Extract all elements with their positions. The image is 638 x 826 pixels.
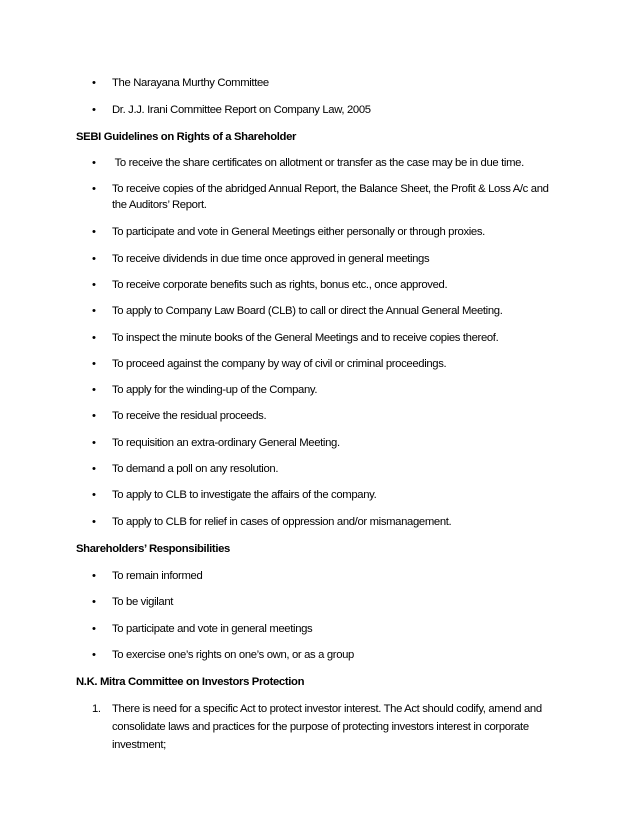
list-item (0, 408, 638, 424)
list-item (0, 75, 638, 91)
bullet-icon: • (92, 183, 96, 195)
bullet-icon: • (92, 596, 96, 608)
bullet-icon: • (92, 437, 96, 449)
list-item-text: Dr. J.J. Irani Committee Report on Company Law, 2005 (112, 104, 371, 116)
list-item (0, 435, 638, 451)
list-item-text: There is need for a specific Act to protect investor interest. The Act should codify, amend and consolidate laws and practices for the purpose of protecting investors interest in corporate investment; (112, 703, 542, 751)
list-item-text: The Narayana Murthy Committee (112, 77, 269, 89)
list-item (0, 356, 638, 372)
bullet-icon: • (92, 77, 96, 89)
bullet-icon: • (92, 649, 96, 661)
bullet-icon: • (92, 384, 96, 396)
list-item (0, 303, 638, 319)
list-item (0, 224, 638, 240)
list-item (0, 621, 638, 637)
section-heading-responsibilities: Shareholders’ Responsibilities (76, 543, 230, 555)
list-item (0, 382, 638, 398)
list-item (0, 102, 638, 118)
bullet-icon: • (92, 516, 96, 528)
bullet-icon: • (92, 305, 96, 317)
bullet-icon: • (92, 332, 96, 344)
bullet-icon: • (92, 623, 96, 635)
list-item-text: To receive the residual proceeds. (112, 410, 267, 422)
list-item-text: To receive corporate benefits such as rights, bonus etc., once approved. (112, 279, 448, 291)
list-item-text: To proceed against the company by way of civil or criminal proceedings. (112, 358, 447, 370)
bullet-icon: • (92, 279, 96, 291)
bullet-icon: • (92, 410, 96, 422)
list-item-text: To remain informed (112, 570, 203, 582)
list-item (0, 700, 638, 754)
list-item-text: To apply for the winding-up of the Company. (112, 384, 318, 396)
section-heading-mitra-committee: N.K. Mitra Committee on Investors Protection (76, 676, 305, 688)
bullet-icon: • (92, 570, 96, 582)
list-item (0, 251, 638, 267)
list-item-text: To apply to CLB to investigate the affairs of the company. (112, 489, 377, 501)
bullet-icon: • (92, 489, 96, 501)
list-number: 1. (92, 703, 101, 715)
list-item (0, 568, 638, 584)
list-item-text: To be vigilant (112, 596, 174, 608)
list-item-text: To requisition an extra-ordinary General Meeting. (112, 437, 340, 449)
list-item-text: To participate and vote in General Meetings either personally or through proxies. (112, 226, 485, 238)
list-item-text: To receive dividends in due time once approved in general meetings (112, 253, 430, 265)
list-item (0, 330, 638, 346)
list-item-text: To receive copies of the abridged Annual Report, the Balance Sheet, the Profit & Loss A/c and the Auditors’ Report. (112, 183, 549, 211)
list-item (0, 647, 638, 663)
list-item (0, 461, 638, 477)
bullet-icon: • (92, 226, 96, 238)
bullet-icon: • (92, 463, 96, 475)
list-item (0, 487, 638, 503)
list-item-text: To exercise one’s rights on one’s own, or as a group (112, 649, 354, 661)
bullet-icon: • (92, 253, 96, 265)
bullet-icon: • (92, 358, 96, 370)
list-item-text: To inspect the minute books of the General Meetings and to receive copies thereof. (112, 332, 499, 344)
list-item-text: To apply to CLB for relief in cases of oppression and/or mismanagement. (112, 516, 452, 528)
list-item (0, 277, 638, 293)
list-item (0, 514, 638, 530)
list-item-text: To apply to Company Law Board (CLB) to call or direct the Annual General Meeting. (112, 305, 503, 317)
list-item (0, 155, 638, 171)
list-item (0, 181, 638, 213)
list-item-text: To demand a poll on any resolution. (112, 463, 279, 475)
list-item-text: To participate and vote in general meetings (112, 623, 313, 635)
list-item (0, 594, 638, 610)
section-heading-sebi: SEBI Guidelines on Rights of a Shareholder (76, 131, 297, 143)
bullet-icon: • (92, 104, 96, 116)
list-item-text: To receive the share certificates on allotment or transfer as the case may be in due time. (112, 157, 524, 169)
bullet-icon: • (92, 157, 96, 169)
